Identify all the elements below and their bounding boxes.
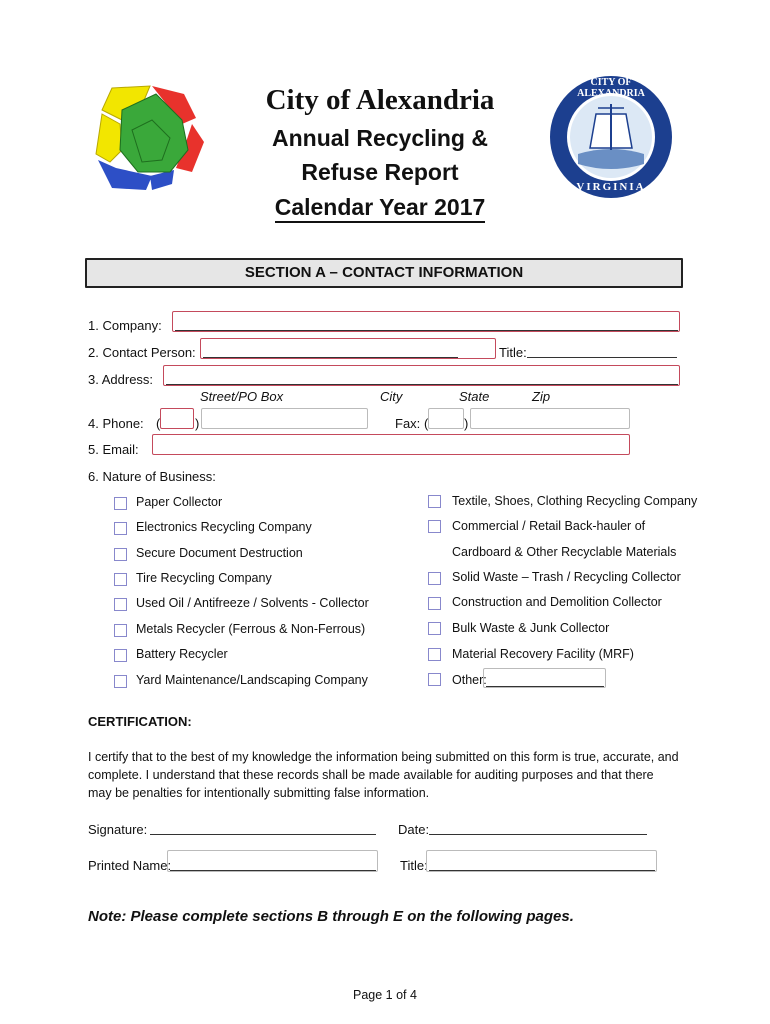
report-title-line3 <box>230 194 530 221</box>
fax-area-code-input[interactable] <box>428 408 464 429</box>
date-label: Date: <box>398 822 430 837</box>
email-label: 5. Email: <box>88 442 139 457</box>
checkbox-back-hauler[interactable] <box>428 520 441 533</box>
phone-paren-open: ( <box>156 416 161 431</box>
option-label: Construction and Demolition Collector <box>452 595 662 609</box>
checkbox-other[interactable] <box>428 673 441 686</box>
checkbox-secure-document[interactable] <box>114 548 127 561</box>
other-input[interactable] <box>483 668 606 688</box>
address-label: 3. Address: <box>88 372 154 387</box>
option-label: Secure Document Destruction <box>136 546 303 560</box>
option-label: Textile, Shoes, Clothing Recycling Company <box>452 494 698 508</box>
page-number: Page 1 of 4 <box>353 988 417 1002</box>
fax-paren-close: ) <box>464 416 469 431</box>
cert-title-input[interactable] <box>426 850 657 872</box>
option-label: Yard Maintenance/Landscaping Company <box>136 673 368 687</box>
section-a-banner <box>85 258 683 288</box>
option-label: Metals Recycler (Ferrous & Non-Ferrous) <box>136 622 366 636</box>
phone-area-code-input[interactable] <box>160 408 194 429</box>
address-input[interactable] <box>163 365 680 386</box>
option-label: Solid Waste – Trash / Recycling Collector <box>452 570 681 584</box>
contact-label: 2. Contact Person: <box>88 345 196 360</box>
fax-paren-open: ( <box>424 416 429 431</box>
contact-person-input[interactable] <box>200 338 496 359</box>
email-input[interactable] <box>152 434 630 455</box>
contact-title-label: Title: <box>499 345 527 360</box>
option-label: Commercial / Retail Back-hauler of <box>452 519 646 533</box>
option-label: Bulk Waste & Junk Collector <box>452 621 610 635</box>
checkbox-bulk-waste[interactable] <box>428 622 441 635</box>
certification-line-2: complete. I understand that these records shall be made available for auditing purposes and that there <box>88 768 654 782</box>
cert-title-label: Title: <box>400 858 428 873</box>
checkbox-battery-recycler[interactable] <box>114 649 127 662</box>
city-seal <box>548 74 674 200</box>
company-input[interactable] <box>172 311 680 332</box>
phone-number-input[interactable] <box>201 408 368 429</box>
printed-name-label: Printed Name: <box>88 858 172 873</box>
report-title-line2: Refuse Report <box>301 159 459 185</box>
checkbox-metals-recycler[interactable] <box>114 624 127 637</box>
zip-hint: Zip <box>532 389 551 404</box>
checkbox-construction[interactable] <box>428 597 441 610</box>
checkbox-electronics-recycling[interactable] <box>114 522 127 535</box>
checkbox-solid-waste[interactable] <box>428 572 441 585</box>
contact-title-input[interactable] <box>527 343 677 358</box>
city-hint: City <box>380 389 403 404</box>
report-title-line1: Annual Recycling & <box>272 125 488 151</box>
option-label: Material Recovery Facility (MRF) <box>452 647 634 661</box>
checkbox-yard-maintenance[interactable] <box>114 675 127 688</box>
option-label: Other: <box>452 673 487 687</box>
certification-line-3: may be penalties for intentionally submitting false information. <box>88 786 430 800</box>
printed-name-input[interactable] <box>167 850 378 872</box>
certification-line-1: I certify that to the best of my knowledge the information being submitted on this form is true, accurate, and <box>88 750 679 764</box>
option-label-continued: Cardboard & Other Recyclable Materials <box>452 545 677 559</box>
nature-label: 6. Nature of Business: <box>88 469 216 484</box>
fax-number-input[interactable] <box>470 408 630 429</box>
note-text: Note: Please complete sections B through E on the following pages. <box>88 908 574 925</box>
date-input[interactable] <box>429 820 647 835</box>
company-label: 1. Company: <box>88 318 162 333</box>
option-label: Paper Collector <box>136 495 223 509</box>
checkbox-paper-collector[interactable] <box>114 497 127 510</box>
city-title: City of Alexandria <box>265 84 495 116</box>
option-label: Electronics Recycling Company <box>136 520 312 534</box>
phone-label: 4. Phone: <box>88 416 144 431</box>
certification-heading: CERTIFICATION: <box>88 714 192 729</box>
phone-paren-close: ) <box>195 416 200 431</box>
seal-text-bottom: VIRGINIA <box>576 181 646 193</box>
calendar-year: Calendar Year 2017 <box>275 194 486 223</box>
fax-label: Fax: <box>395 416 421 431</box>
section-a-title: SECTION A – CONTACT INFORMATION <box>244 264 524 281</box>
signature-input[interactable] <box>150 820 376 835</box>
recycling-logo <box>92 80 208 194</box>
option-label: Tire Recycling Company <box>136 571 272 585</box>
seal-text-top: CITY OF ALEXANDRIA <box>577 77 645 99</box>
checkbox-tire-recycling[interactable] <box>114 573 127 586</box>
street-hint: Street/PO Box <box>200 389 284 404</box>
checkbox-used-oil[interactable] <box>114 598 127 611</box>
signature-label: Signature: <box>88 822 148 837</box>
option-label: Battery Recycler <box>136 647 228 661</box>
recycling-arrows-icon <box>92 80 208 194</box>
checkbox-textile[interactable] <box>428 495 441 508</box>
option-label: Used Oil / Antifreeze / Solvents - Collector <box>136 596 369 610</box>
checkbox-mrf[interactable] <box>428 648 441 661</box>
state-hint: State <box>459 389 490 404</box>
